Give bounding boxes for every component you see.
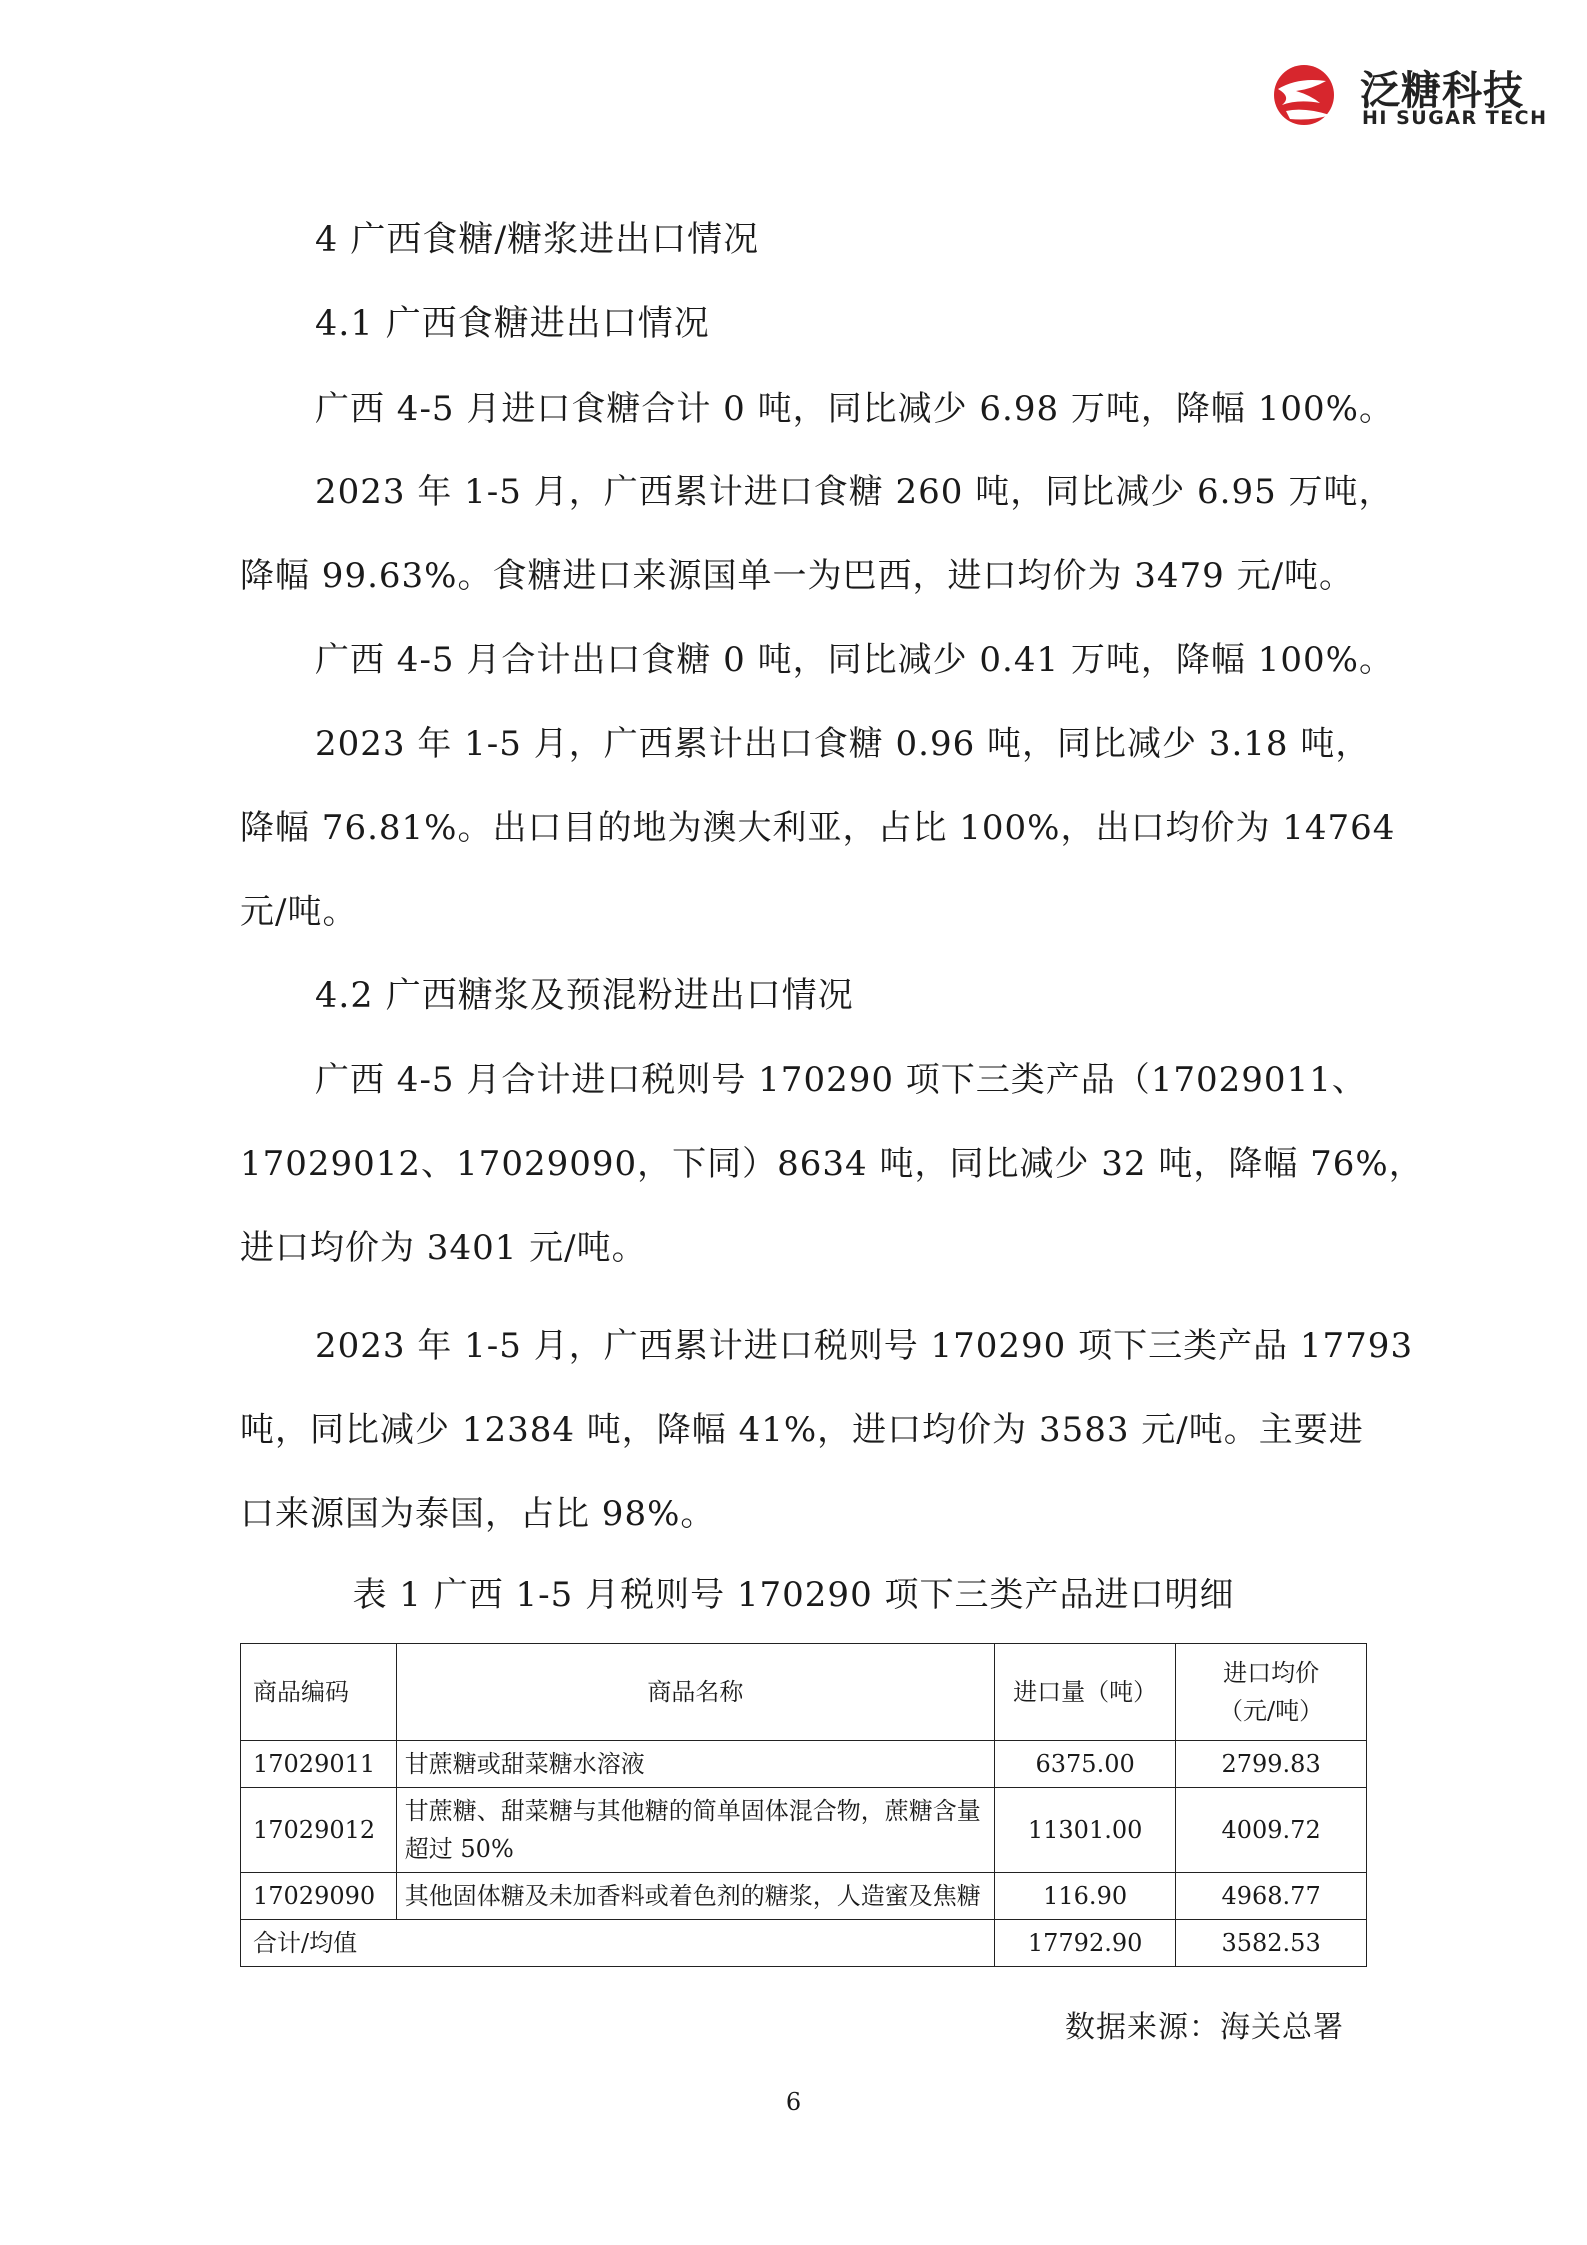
heading-section-4-1: 4.1 广西食糖进出口情况 xyxy=(315,304,710,344)
cell-name: 其他固体糖及未加香料或着色剂的糖浆，人造蜜及焦糖 xyxy=(396,1873,994,1920)
heading-section-4: 4 广西食糖/糖浆进出口情况 xyxy=(315,220,760,260)
paragraph-line: 2023 年 1-5 月，广西累计出口食糖 0.96 吨，同比减少 3.18 吨， xyxy=(315,724,1371,764)
paragraph-line: 吨，同比减少 12384 吨，降幅 41%，进口均价为 3583 元/吨。主要进 xyxy=(240,1410,1364,1450)
paragraph-line: 广西 4-5 月合计出口食糖 0 吨，同比减少 0.41 万吨，降幅 100%。 xyxy=(315,640,1394,680)
paragraph-line: 2023 年 1-5 月，广西累计进口税则号 170290 项下三类产品 17793 xyxy=(315,1326,1414,1366)
cell-code: 17029090 xyxy=(241,1873,397,1920)
cell-code: 17029011 xyxy=(241,1741,397,1788)
header-price xyxy=(1176,1644,1367,1741)
brand-name-cn: 泛糖科技 xyxy=(1360,68,1524,114)
table-row xyxy=(241,1788,1367,1873)
cell-price: 2799.83 xyxy=(1176,1741,1367,1788)
cell-code: 17029012 xyxy=(241,1788,397,1873)
cell-name: 甘蔗糖或甜菜糖水溶液 xyxy=(396,1741,994,1788)
table-caption: 表 1 广西 1-5 月税则号 170290 项下三类产品进口明细 xyxy=(352,1575,1235,1615)
header-code: 商品编码 xyxy=(241,1644,397,1741)
paragraph-line: 17029012、17029090，下同）8634 吨，同比减少 32 吨，降幅 76%， xyxy=(240,1144,1424,1184)
data-source-note: 数据来源：海关总署 xyxy=(1065,2010,1344,2045)
cell-price: 4968.77 xyxy=(1176,1873,1367,1920)
paragraph-line: 进口均价为 3401 元/吨。 xyxy=(240,1228,647,1268)
paragraph-line: 元/吨。 xyxy=(240,892,358,932)
paragraph-line: 口来源国为泰国，占比 98%。 xyxy=(240,1494,716,1534)
header-price-line2: （元/吨） xyxy=(1219,1697,1324,1725)
header-name: 商品名称 xyxy=(396,1644,994,1741)
paragraph-line: 广西 4-5 月合计进口税则号 170290 项下三类产品（17029011、 xyxy=(315,1060,1367,1100)
header-price-line1: 进口均价 xyxy=(1223,1659,1320,1687)
cell-total-price: 3582.53 xyxy=(1176,1920,1367,1967)
header-qty: 进口量（吨） xyxy=(995,1644,1176,1741)
cell-qty: 116.90 xyxy=(995,1873,1176,1920)
cell-qty: 6375.00 xyxy=(995,1741,1176,1788)
cell-total-label: 合计/均值 xyxy=(241,1920,995,1967)
table-row xyxy=(241,1741,1367,1788)
cell-name: 甘蔗糖、甜菜糖与其他糖的简单固体混合物，蔗糖含量超过 50% xyxy=(396,1788,994,1873)
brand-logo-icon xyxy=(1268,59,1348,129)
import-detail-table xyxy=(240,1643,1367,1967)
cell-total-qty: 17792.90 xyxy=(995,1920,1176,1967)
table-header-row xyxy=(241,1644,1367,1741)
paragraph-line: 2023 年 1-5 月，广西累计进口食糖 260 吨，同比减少 6.95 万吨， xyxy=(315,472,1394,512)
table-row xyxy=(241,1873,1367,1920)
brand-logo xyxy=(1268,55,1548,135)
table-total-row xyxy=(241,1920,1367,1967)
cell-price: 4009.72 xyxy=(1176,1788,1367,1873)
paragraph-line: 降幅 76.81%。出口目的地为澳大利亚，占比 100%，出口均价为 14764 xyxy=(240,808,1396,848)
heading-section-4-2: 4.2 广西糖浆及预混粉进出口情况 xyxy=(315,976,854,1016)
paragraph-line: 降幅 99.63%。食糖进口来源国单一为巴西，进口均价为 3479 元/吨。 xyxy=(240,556,1355,596)
paragraph-line: 广西 4-5 月进口食糖合计 0 吨，同比减少 6.98 万吨，降幅 100%。 xyxy=(315,389,1394,429)
brand-name-en: HI SUGAR TECH xyxy=(1362,107,1548,129)
page-number: 6 xyxy=(785,2088,802,2116)
cell-qty: 11301.00 xyxy=(995,1788,1176,1873)
